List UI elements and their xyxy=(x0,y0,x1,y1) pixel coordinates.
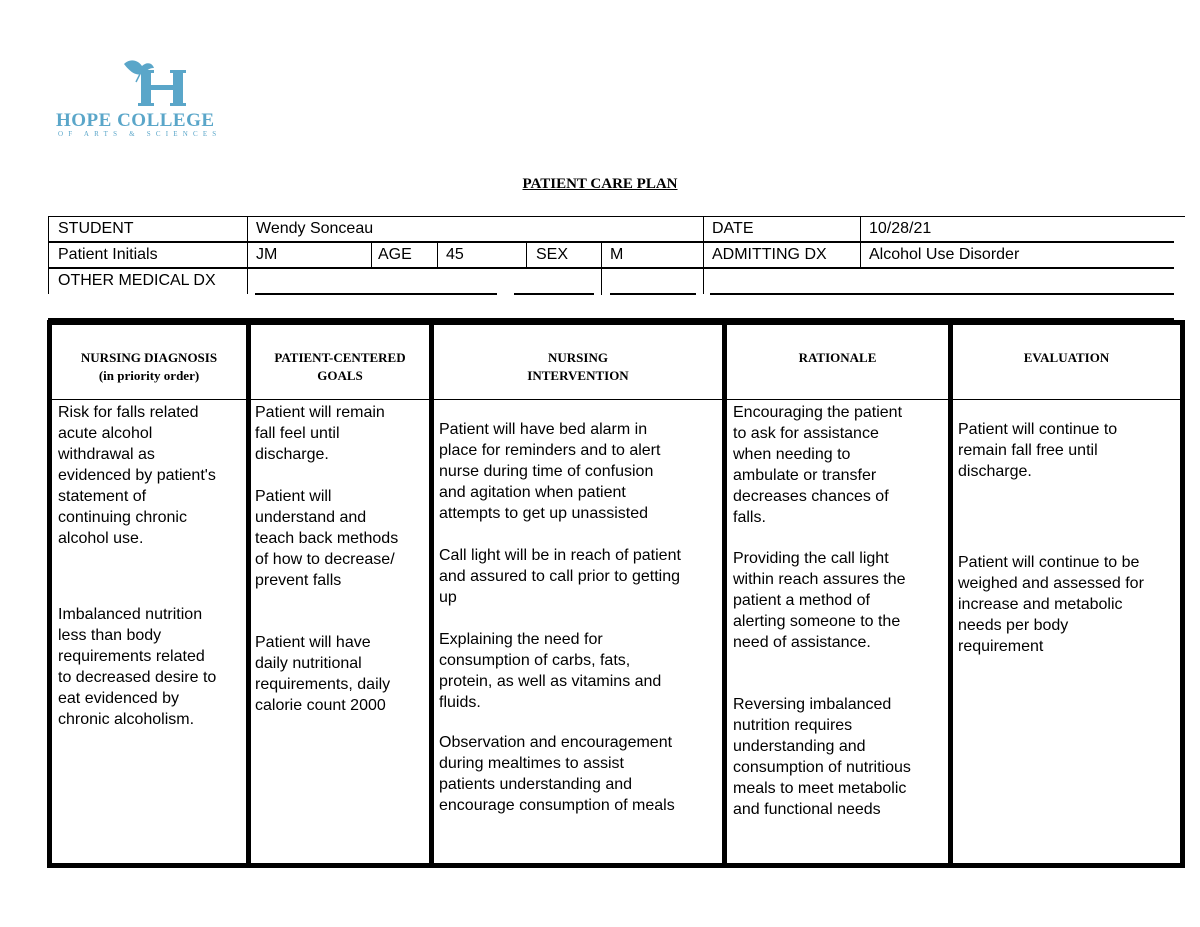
header-divider-age xyxy=(371,243,372,268)
column-divider xyxy=(722,325,727,863)
rationale-entry: Providing the call light within reach assures the patient a method of alerting someone to the need of assistance. xyxy=(733,550,906,651)
date-label: DATE xyxy=(712,220,754,237)
student-value: Wendy Sonceau xyxy=(256,220,374,237)
age-label: AGE xyxy=(378,246,412,263)
header-divider-2 xyxy=(703,216,704,294)
sex-value: M xyxy=(610,246,624,263)
header-divider-3 xyxy=(860,216,861,268)
evaluation-entry: Patient will continue to be weighed and assessed for increase and metabolic needs per body requirement xyxy=(958,554,1144,655)
evaluation-entry: Patient will continue to remain fall free until discharge. xyxy=(958,421,1118,480)
college-name: HOPE COLLEGE xyxy=(56,110,215,131)
column-header-diagnosis: NURSING DIAGNOSIS (in priority order) xyxy=(80,350,218,383)
rationale-entry: Encouraging the patient to ask for assistance when needing to ambulate or transfer decreases chances of falls. xyxy=(733,404,903,526)
other-medical-dx-label: OTHER MEDICAL DX xyxy=(58,272,216,289)
patient-initials-label: Patient Initials xyxy=(58,246,158,263)
header-divider-1 xyxy=(247,216,248,294)
diagnosis-entry: Risk for falls related acute alcohol withdrawal as evidenced by patient's statement of continuing chronic alcohol use. xyxy=(58,404,216,547)
column-header-goals: PATIENT-CENTERED GOALS xyxy=(274,350,406,383)
admitting-dx-label: ADMITTING DX xyxy=(712,246,827,263)
header-row2-rule xyxy=(48,267,1174,269)
patient-initials-value: JM xyxy=(256,246,278,263)
page-title: PATIENT CARE PLAN xyxy=(522,176,678,192)
header-left-border xyxy=(48,216,49,294)
care-plan-table xyxy=(47,320,1185,868)
goal-entry: Patient will remain fall feel until discharge. xyxy=(255,404,385,463)
column-divider xyxy=(246,325,251,863)
sex-label: SEX xyxy=(536,246,569,263)
intervention-entry: Patient will have bed alarm in place for reminders and to alert nurse during time of confusion and agitation when patient attempts to get up unassisted xyxy=(439,421,661,522)
college-logo xyxy=(56,56,256,138)
diagnosis-entry: Imbalanced nutrition less than body requirements related to decreased desire to eat evidenced by chronic alcoholism. xyxy=(58,606,217,728)
header-divider-sex-value xyxy=(601,243,602,295)
other-dx-line-1 xyxy=(255,293,497,295)
goal-entry: Patient will understand and teach back methods of how to decrease/ prevent falls xyxy=(255,488,399,589)
column-header-intervention: NURSING INTERVENTION xyxy=(527,350,629,383)
other-dx-line-2 xyxy=(514,293,594,295)
intervention-entry: Explaining the need for consumption of carbs, fats, protein, as well as vitamins and fluids. xyxy=(439,631,662,711)
date-value: 10/28/21 xyxy=(869,220,932,237)
admitting-dx-value: Alcohol Use Disorder xyxy=(869,246,1020,263)
header-row1-rule xyxy=(48,241,1174,243)
age-value: 45 xyxy=(446,246,464,263)
header-divider-sex xyxy=(526,243,527,268)
column-divider xyxy=(429,325,434,863)
column-header-evaluation: EVALUATION xyxy=(1023,350,1110,365)
goal-entry: Patient will have daily nutritional requirements, daily calorie count 2000 xyxy=(255,634,391,714)
other-dx-line-4 xyxy=(710,293,1174,295)
column-divider xyxy=(948,325,953,863)
college-subtitle: OF ARTS & SCIENCES xyxy=(58,130,222,138)
header-row-rule xyxy=(52,399,1180,400)
intervention-entry: Call light will be in reach of patient and assured to call prior to getting up xyxy=(439,547,681,606)
dove-h-crest-icon xyxy=(116,56,206,110)
header-top-rule xyxy=(48,216,1185,217)
column-header-rationale: RATIONALE xyxy=(798,350,877,365)
other-dx-line-3 xyxy=(610,293,696,295)
intervention-entry: Observation and encouragement during mealtimes to assist patients understanding and encourage consumption of meals xyxy=(439,734,675,814)
header-divider-age-value xyxy=(437,243,438,268)
rationale-entry: Reversing imbalanced nutrition requires understanding and consumption of nutritious meals to meet metabolic and functional needs xyxy=(733,696,911,818)
student-label: STUDENT xyxy=(58,220,134,237)
